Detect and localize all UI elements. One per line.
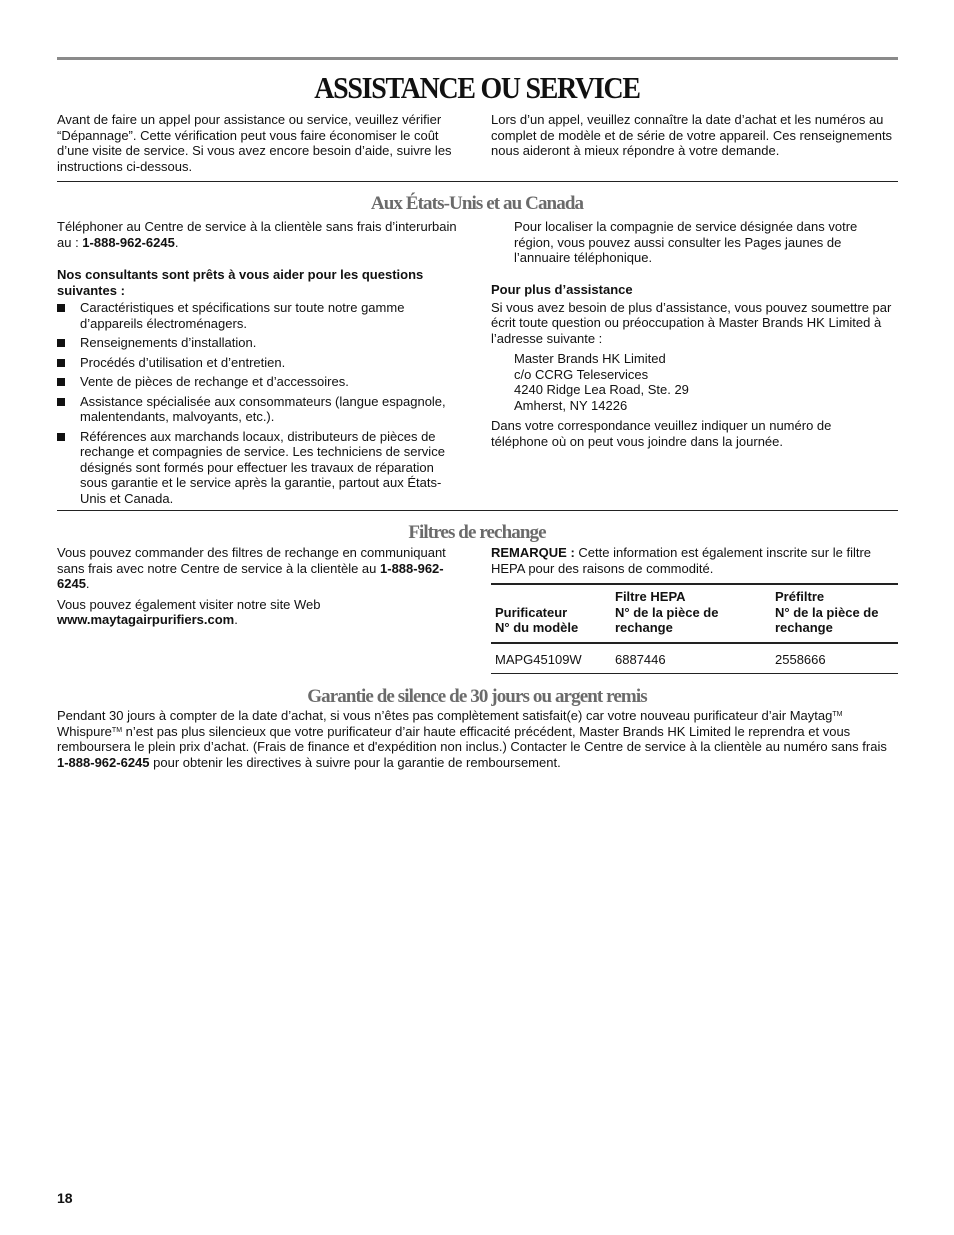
header-line: Purificateur xyxy=(495,604,568,620)
address-line: Master Brands HK Limited xyxy=(514,351,666,366)
list-item-text: Caractéristiques et spécifications sur toute notre gamme d’appareils électroménagers. xyxy=(80,300,405,331)
more-assistance-text: Si vous avez besoin de plus d’assistance, vous pouvez soumettre par écrit toute question ou préoccupation à Master Brands HK Limited à l’adresse suivante : xyxy=(491,299,892,346)
trademark-mark: TM xyxy=(111,726,123,734)
intro-right xyxy=(491,112,898,159)
header-hepa xyxy=(611,584,771,643)
consultants-heading-text: Nos consultants sont prêts à vous aider pour les questions suivantes : xyxy=(57,267,424,298)
bullet-square-icon xyxy=(57,378,65,386)
address-line: Amherst, NY 14226 xyxy=(514,397,628,413)
bullet-square-icon xyxy=(57,433,65,441)
section-heading-us-canada: Aux États-Unis et au Canada xyxy=(370,193,584,214)
list-item xyxy=(57,394,457,425)
top-rule xyxy=(57,57,898,60)
list-item-text: Vente de pièces de rechange et d’accessoires. xyxy=(80,374,349,389)
intro-right-text: Lors d’un appel, veuillez connaître la date d’achat et les numéros au complet de modèle et de série de votre appareil. Ces renseignements nous aideront à mieux répondre à votre demande. xyxy=(491,112,893,158)
correspondence-note xyxy=(491,418,891,449)
phone-info xyxy=(57,219,457,250)
page-number: 18 xyxy=(57,1190,73,1206)
header-line: Préfiltre xyxy=(775,589,825,604)
locate-service xyxy=(514,219,898,266)
section-heading-filters: Filtres de rechange xyxy=(408,522,546,543)
website-link[interactable]: www.maytagairpurifiers.com xyxy=(57,612,235,627)
bullet-square-icon xyxy=(57,359,65,367)
page-title: ASSISTANCE OU SERVICE xyxy=(314,70,640,105)
bullet-square-icon xyxy=(57,339,65,347)
order-text: Vous pouvez commander des filtres de rechange en communiquant sans frais avec notre Centre de service à la clientèle au xyxy=(57,545,446,576)
list-item-text: Références aux marchands locaux, distributeurs de pièces de rechange et compagnies de service. Les techniciens de service désignés sont formés pour effectuer les travaux de réparation sous garantie et le service après la garantie, partout aux États-Unis et Canada. xyxy=(80,428,445,506)
guarantee-text-1: Pendant 30 jours à compter de la date d’achat, si vous n’êtes pas complètement satisfait(e) car votre nouveau purificateur d’air Maytag xyxy=(57,708,833,723)
cell-prefilter: 2558666 xyxy=(775,651,826,667)
header-line: N° de la pièce de xyxy=(775,604,879,620)
services-list xyxy=(57,300,457,510)
phone-suffix: . xyxy=(174,234,179,250)
list-item xyxy=(57,429,457,507)
bullet-square-icon xyxy=(57,398,65,406)
header-line: N° du modèle xyxy=(495,620,579,635)
header-model xyxy=(491,584,611,643)
header-line: rechange xyxy=(775,620,833,635)
section-heading-guarantee: Garantie de silence de 30 jours ou argent remis xyxy=(307,686,647,707)
guarantee-phone-number: 1-888-962-6245 xyxy=(57,754,150,770)
list-item-text: Procédés d’utilisation et d’entretien. xyxy=(80,354,286,370)
trademark-mark: TM xyxy=(832,711,843,718)
guarantee-text-4: pour obtenir les directives à suivre pour la garantie de remboursement. xyxy=(149,754,561,770)
section-divider xyxy=(57,181,898,182)
header-line: N° de la pièce de xyxy=(615,604,719,620)
filters-phone-number: 1-888-962-6245 xyxy=(57,560,444,591)
guarantee-text-2: Whispure xyxy=(57,723,112,739)
list-item xyxy=(57,355,457,371)
list-item xyxy=(57,300,457,331)
order-filters xyxy=(57,545,457,628)
section-divider xyxy=(57,510,898,511)
filters-table xyxy=(491,583,898,674)
header-line: rechange xyxy=(615,620,673,635)
correspondence-text: Dans votre correspondance veuillez indiquer un numéro de téléphone où on peut vous joindre dans la journée. xyxy=(491,418,832,449)
list-item-text: Renseignements d’installation. xyxy=(80,335,257,350)
header-prefilter xyxy=(771,584,898,643)
intro-left-text: Avant de faire un appel pour assistance ou service, veuillez vérifier “Dépannage”. Cette vérification peut vous faire économiser le coût d’une visite de service. Si vous avez encore besoin d’aide, suivre les instructions ci-dessous. xyxy=(57,112,452,174)
address-line: 4240 Ridge Lea Road, Ste. 29 xyxy=(514,382,689,397)
table-row xyxy=(491,643,898,674)
guarantee-text xyxy=(57,708,898,770)
mailing-address xyxy=(514,351,894,413)
order-suffix: . xyxy=(85,576,90,591)
guarantee-text-3: n’est pas plus silencieux que votre purificateur d’air haute efficacité précédent, Master Brands HK Limited le reprendra et vous remboursera le plein prix d’achat. (Frais de finance et d'expédition non inclus.) Contacter le Centre de service à la clientèle au numéro sans frais xyxy=(57,723,887,754)
phone-text: Téléphoner au Centre de service à la clientèle sans frais d’interurbain au : xyxy=(57,219,457,250)
filters-note xyxy=(491,545,898,576)
web-text: Vous pouvez également visiter notre site Web xyxy=(57,596,321,612)
bullet-square-icon xyxy=(57,304,65,312)
web-suffix: . xyxy=(234,612,238,627)
consultants-heading xyxy=(57,267,462,298)
phone-number: 1-888-962-6245 xyxy=(82,234,175,250)
address-line: c/o CCRG Teleservices xyxy=(514,366,649,382)
list-item-text: Assistance spécialisée aux consommateurs (langue espagnole, malentendants, malvoyants, etc.). xyxy=(80,393,446,424)
list-item xyxy=(57,374,457,390)
intro-left xyxy=(57,112,462,174)
cell-hepa: 6887446 xyxy=(615,651,666,667)
note-label: REMARQUE : xyxy=(491,545,575,560)
table-header-row xyxy=(491,584,898,643)
more-assistance-heading: Pour plus d’assistance xyxy=(491,282,633,297)
note-text: Cette information est également inscrite sur le filtre HEPA pour des raisons de commodité. xyxy=(491,545,872,576)
cell-model: MAPG45109W xyxy=(495,651,582,667)
header-line: Filtre HEPA xyxy=(615,589,686,604)
more-assistance xyxy=(491,282,898,346)
list-item xyxy=(57,335,457,351)
locate-text: Pour localiser la compagnie de service désignée dans votre région, vous pouvez aussi consulter les Pages jaunes de l’annuaire téléphonique. xyxy=(514,219,858,265)
